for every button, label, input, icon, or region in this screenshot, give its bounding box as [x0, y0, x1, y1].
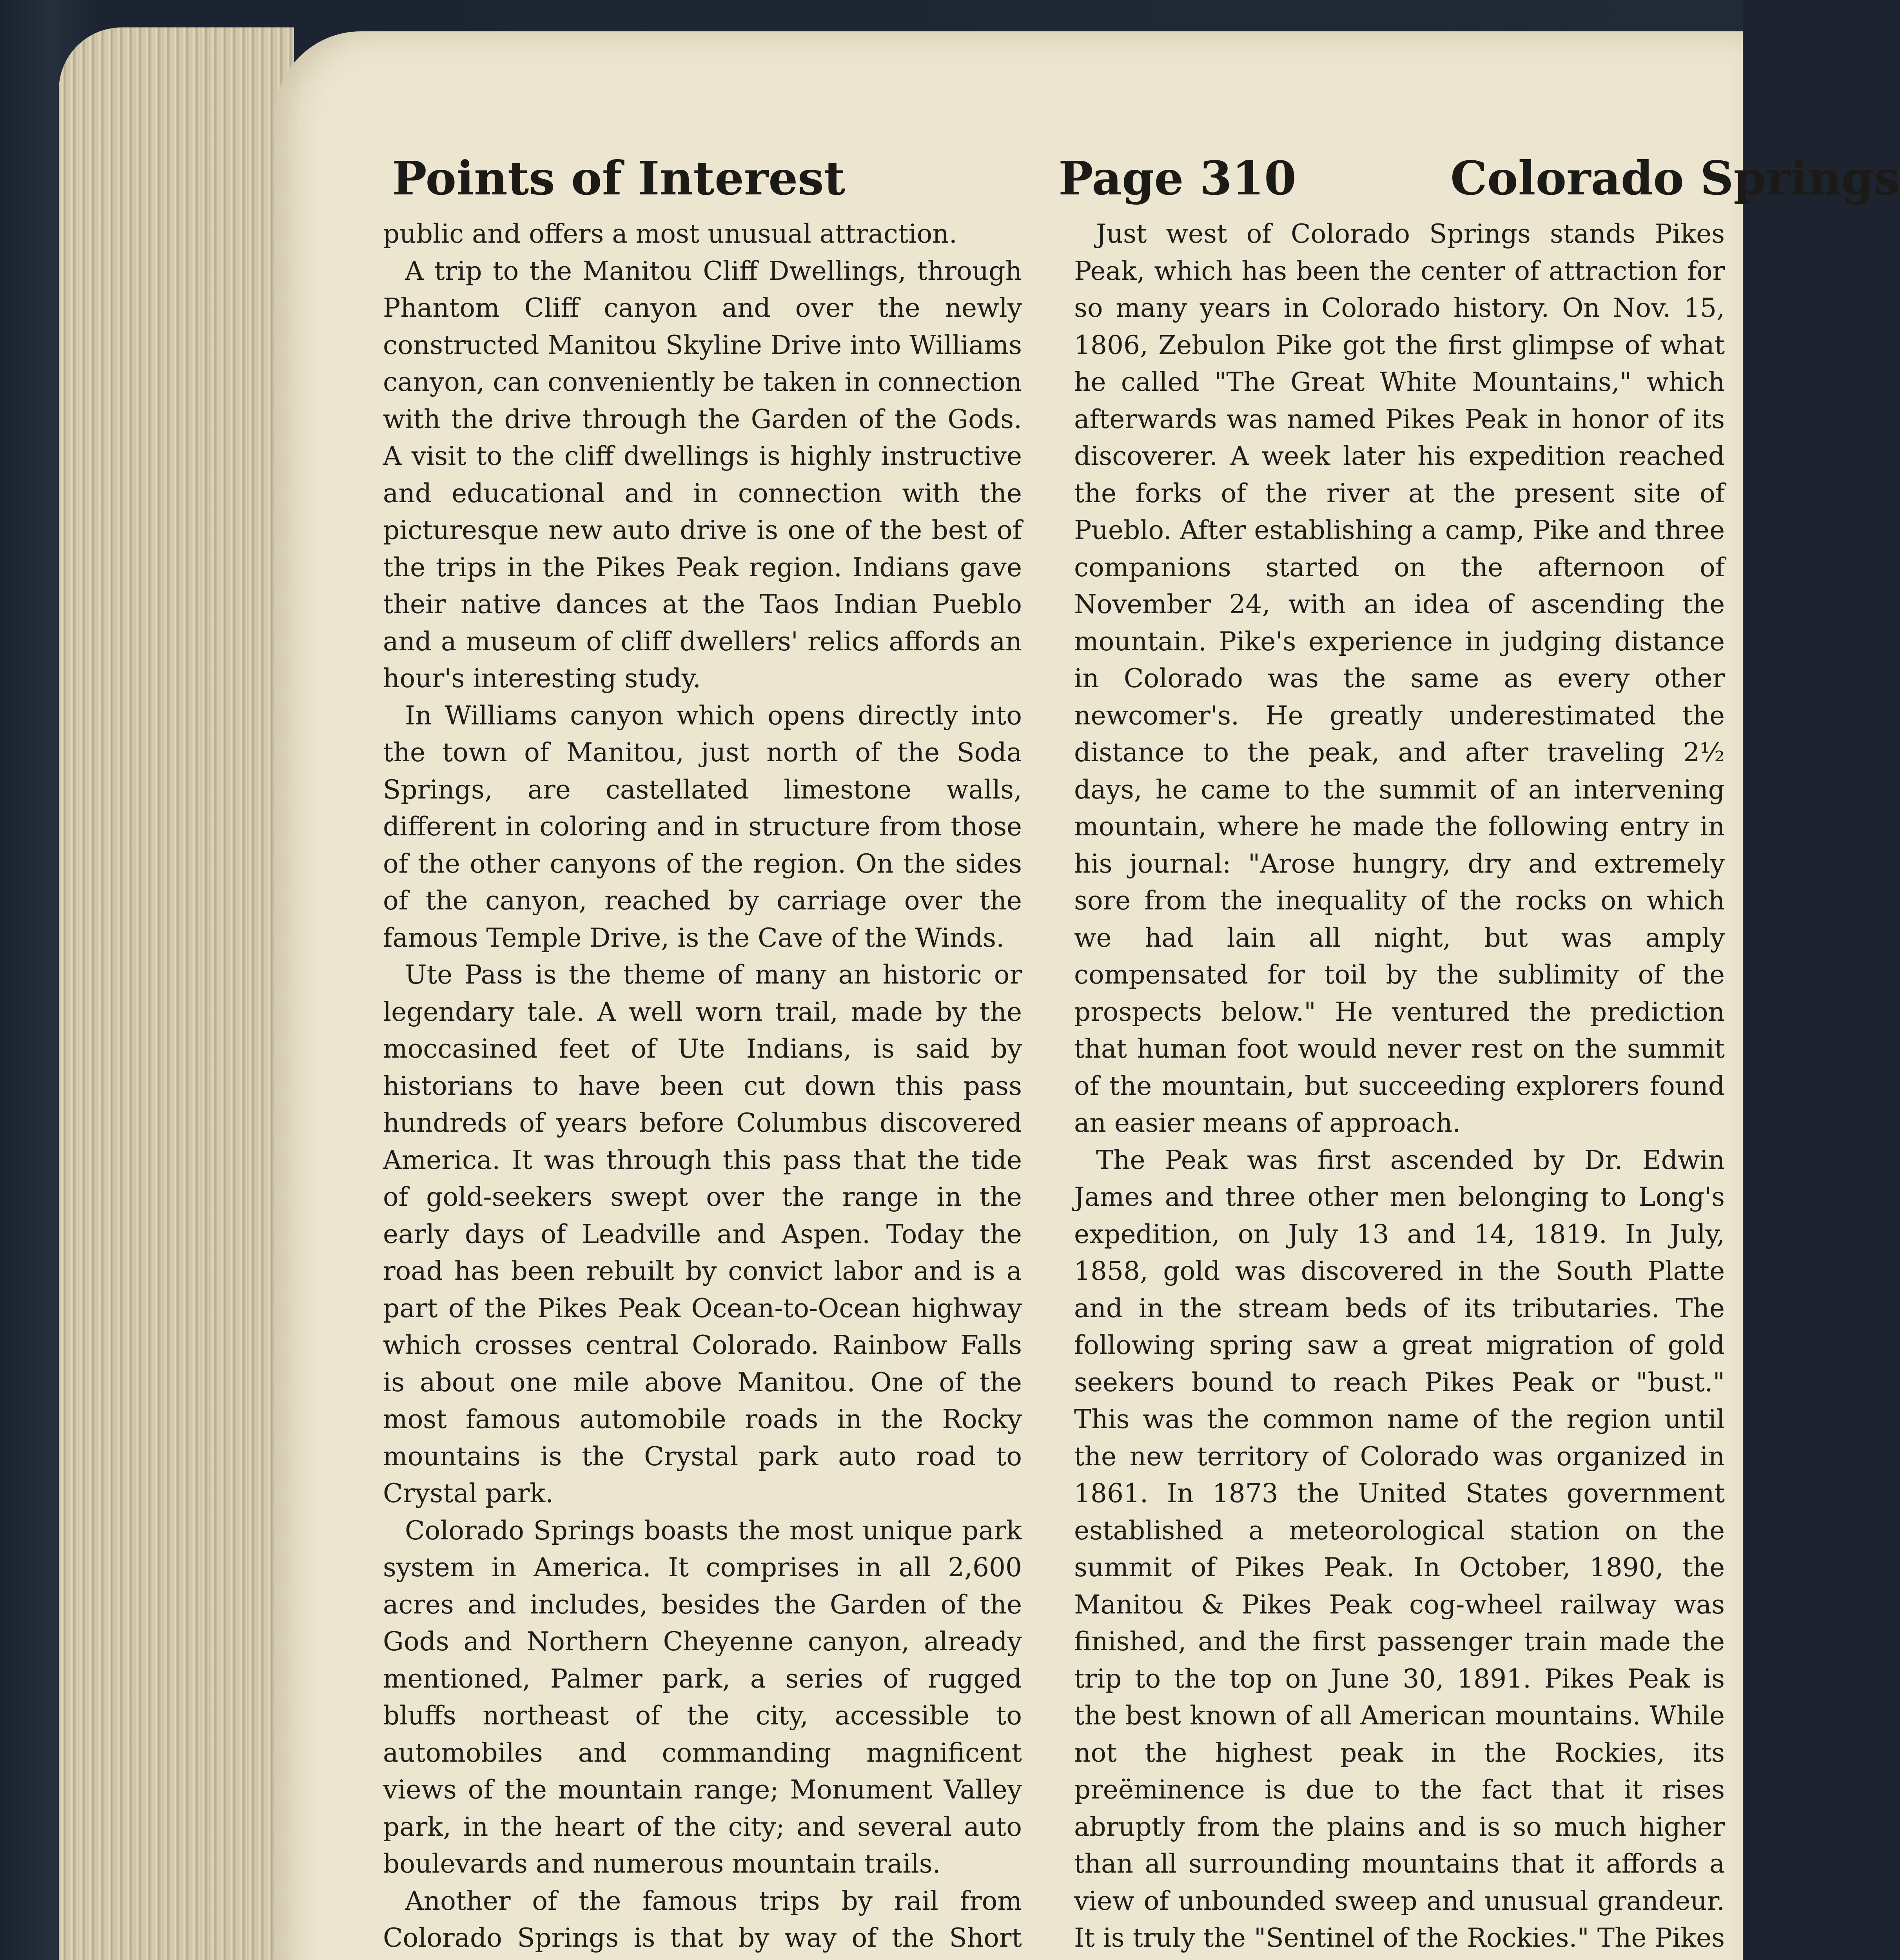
- paragraph: Just west of Colorado Springs stands Pikes Peak, which has been the center of attraction for so many years in Colorado history. On Nov. 15, 1806, Zebulon Pike got the first glimpse of what he called "The Great White Mountains," which afterwards was named Pikes Peak in honor of its discoverer. A week later his expedition reached the forks of the river at the present site of Pueblo. After establishing a camp, Pike and three companions started on the afternoon of November 24, with an idea of ascending the mountain. Pike's experience in judging distance in Colorado was the same as every other newcomer's. He greatly underestimated the distance to the peak, and after traveling 2½ days, he came to the summit of an intervening mountain, where he made the following entry in his journal: "Arose hungry, dry and extremely sore from the inequality of the rocks on which we had lain all night, but was amply compensated for toil by the sublimity of the prospects below." He ventured the prediction that human foot would never rest on the summit of the mountain, but succeeding explorers found an easier means of approach.: [1074, 219, 1725, 1138]
- left-column: [383, 216, 1022, 1960]
- page-header: [392, 149, 1900, 208]
- paragraph: The Peak was first ascended by Dr. Edwin James and three other men belonging to Long's expedition, on July 13 and 14, 1819. In July, 1858, gold was discovered in the South Platte and in the stream beds of its tributaries. The following spring saw a great migration of gold seekers bound to reach Pikes Peak or "bust." This was the common name of the region until the new territory of Colorado was organized in 1861. In 1873 the United States government established a meteorological station on the summit of Pikes Peak. In October, 1890, the Manitou & Pikes Peak cog-wheel railway was finished, and the first passenger train made the trip to the top on June 30, 1891. Pikes Peak is the best known of all American mountains. While not the highest peak in the Rockies, its preëminence is due to the fact that it rises abruptly from the plains and is so much higher than all surrounding mountains that it affords a view of unbounded sweep and unusual grandeur. It is truly the "Sentinel of the Rockies." The Pikes: [1074, 1145, 1725, 1953]
- page-edges: [59, 27, 294, 1960]
- paragraph: A trip to the Manitou Cliff Dwellings, through Phantom Cliff canyon and over the newly constructed Manitou Skyline Drive into Williams canyon, can conveniently be taken in connection with the drive through the Garden of the Gods. A visit to the cliff dwellings is highly instructive and educational and in connection with the picturesque new auto drive is one of the best of the trips in the Pikes Peak region. Indians gave their native dances at the Taos Indian Pueblo and a museum of cliff dwellers' relics affords an hour's interesting study.: [383, 256, 1022, 693]
- book-page: [274, 31, 1900, 1960]
- paragraph: Colorado Springs boasts the most unique park system in America. It comprises in all 2,600 acres and includes, besides the Garden of the Gods and Northern Cheyenne canyon, already mentioned, Palmer park, a series of rugged bluffs northeast of the city, accessible to automobiles and commanding magnificent views of the mountain range; Monument Valley park, in the heart of the city; and several auto boulevards and numerous mountain trails.: [383, 1515, 1022, 1879]
- right-column: [1074, 216, 1725, 1960]
- city-title: Colorado Springs: [1450, 151, 1900, 205]
- paragraph: Ute Pass is the theme of many an historic or legendary tale. A well worn trail, made by the moccasined feet of Ute Indians, is said by historians to have been cut down this pass hundreds of years before Columbus discovered America. It was through this pass that the tide of gold-seekers swept over the range in the early days of Leadville and Aspen. Today the road has been rebuilt by convict labor and is a part of the Pikes Peak Ocean-to-Ocean highway which crosses central Colorado. Rainbow Falls is about one mile above Manitou. One of the most famous automobile roads in the Rocky mountains is the Crystal park auto road to Crystal park.: [383, 960, 1022, 1508]
- section-title: Points of Interest: [392, 151, 846, 205]
- paragraph: public and offers a most unusual attraction.: [383, 219, 957, 249]
- page-number: Page 310: [1058, 151, 1296, 205]
- paragraph: In Williams canyon which opens directly into the town of Manitou, just north of the Soda Springs, are castellated limestone walls, different in coloring and in structure from those of the other canyons of the region. On the sides of the canyon, reached by carriage over the famous Temple Drive, is the Cave of the Winds.: [383, 700, 1022, 953]
- paragraph: Another of the famous trips by rail from Colorado Springs is that by way of the Short: [383, 1886, 1022, 1953]
